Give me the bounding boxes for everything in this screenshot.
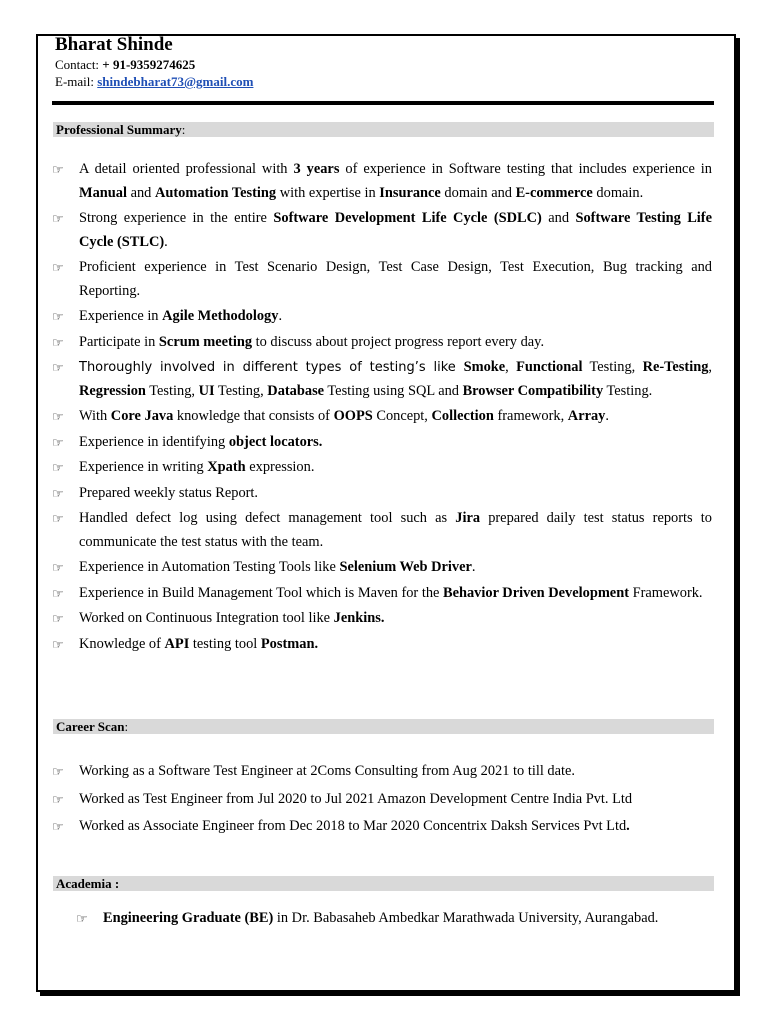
- list-item: ☞ With Core Java knowledge that consists of OOPS Concept, Collection framework, Array.: [52, 405, 712, 429]
- hand-pointer-icon: ☞: [76, 911, 88, 926]
- contact-line: [55, 56, 253, 73]
- hand-pointer-icon: ☞: [52, 460, 64, 475]
- candidate-name: Bharat Shinde: [55, 34, 173, 55]
- list-item: ☞ Knowledge of API testing tool Postman.: [52, 633, 712, 657]
- list-item: ☞ Strong experience in the entire Software Development Life Cycle (SDLC) and Software Testing Life Cycle (STLC).: [52, 207, 712, 254]
- list-item: ☞ Worked as Associate Engineer from Dec 2018 to Mar 2020 Concentrix Daksh Services Pvt Ltd.: [52, 815, 712, 839]
- list-item: ☞ Experience in Automation Testing Tools like Selenium Web Driver.: [52, 556, 712, 580]
- list-item: ☞ Worked as Test Engineer from Jul 2020 to Jul 2021 Amazon Development Centre India Pvt. Ltd: [52, 788, 712, 812]
- list-item: ☞ Working as a Software Test Engineer at 2Coms Consulting from Aug 2021 to till date.: [52, 760, 712, 784]
- hand-pointer-icon: ☞: [52, 636, 64, 652]
- hand-pointer-icon: ☞: [52, 360, 64, 375]
- section-title: Professional Summary: [56, 122, 182, 137]
- hand-pointer-icon: ☞: [52, 334, 64, 350]
- email-line: [55, 73, 253, 90]
- list-item: ☞ Experience in Agile Methodology.: [52, 305, 712, 329]
- contact-phone: + 91-9359274625: [102, 57, 196, 72]
- contact-label: Contact:: [55, 57, 100, 72]
- email-link[interactable]: shindebharat73@gmail.com: [97, 74, 254, 89]
- header-divider: [52, 101, 714, 105]
- hand-pointer-icon: ☞: [52, 434, 64, 450]
- list-item: ☞ Experience in identifying object locators.: [52, 431, 712, 455]
- hand-pointer-icon: ☞: [52, 585, 64, 601]
- section-title: Career Scan: [56, 719, 125, 734]
- summary-list: [52, 158, 712, 656]
- list-item: ☞ Thoroughly involved in different types of testing’s like Smoke, Functional Testing, Re-Testing, Regression Testing, UI Testing, Database Testing using SQL and Browser Compatibility Testing.: [52, 356, 712, 403]
- hand-pointer-icon: ☞: [52, 211, 64, 226]
- list-item: ☞ Proficient experience in Test Scenario Design, Test Case Design, Test Execution, Bug tracking and Reporting.: [52, 256, 712, 303]
- list-item: ☞ Participate in Scrum meeting to discuss about project progress report every day.: [52, 331, 712, 355]
- career-list: [52, 760, 712, 839]
- section-professional-summary: Professional Summary:: [53, 122, 714, 137]
- list-item: ☞ Prepared weekly status Report.: [52, 482, 712, 506]
- section-career-scan: Career Scan:: [53, 719, 714, 734]
- hand-pointer-icon: ☞: [52, 611, 64, 626]
- section-academia: [53, 876, 714, 891]
- list-item: ☞ A detail oriented professional with 3 years of experience in Software testing that includes experience in Manual and Automation Testing with expertise in Insurance domain and E-commerce domain.: [52, 158, 712, 205]
- hand-pointer-icon: ☞: [52, 162, 64, 177]
- hand-pointer-icon: ☞: [52, 560, 64, 575]
- hand-pointer-icon: ☞: [52, 819, 64, 834]
- hand-pointer-icon: ☞: [52, 791, 64, 807]
- list-item: ☞ Engineering Graduate (BE) in Dr. Babasaheb Ambedkar Marathwada University, Aurangabad.: [76, 907, 716, 931]
- hand-pointer-icon: ☞: [52, 511, 64, 526]
- email-label: E-mail:: [55, 74, 94, 89]
- academia-list: [76, 907, 716, 931]
- hand-pointer-icon: ☞: [52, 764, 64, 779]
- list-item: ☞ Worked on Continuous Integration tool like Jenkins.: [52, 607, 712, 631]
- list-item: ☞ Experience in writing Xpath expression.: [52, 456, 712, 480]
- hand-pointer-icon: ☞: [52, 309, 64, 324]
- hand-pointer-icon: ☞: [52, 260, 64, 275]
- section-title: Academia :: [56, 876, 120, 891]
- hand-pointer-icon: ☞: [52, 409, 64, 424]
- list-item: ☞ Experience in Build Management Tool which is Maven for the Behavior Driven Development Framework.: [52, 582, 712, 606]
- list-item: ☞ Handled defect log using defect management tool such as Jira prepared daily test status reports to communicate the test status with the team.: [52, 507, 712, 554]
- hand-pointer-icon: ☞: [52, 485, 64, 501]
- resume-header: [55, 34, 253, 90]
